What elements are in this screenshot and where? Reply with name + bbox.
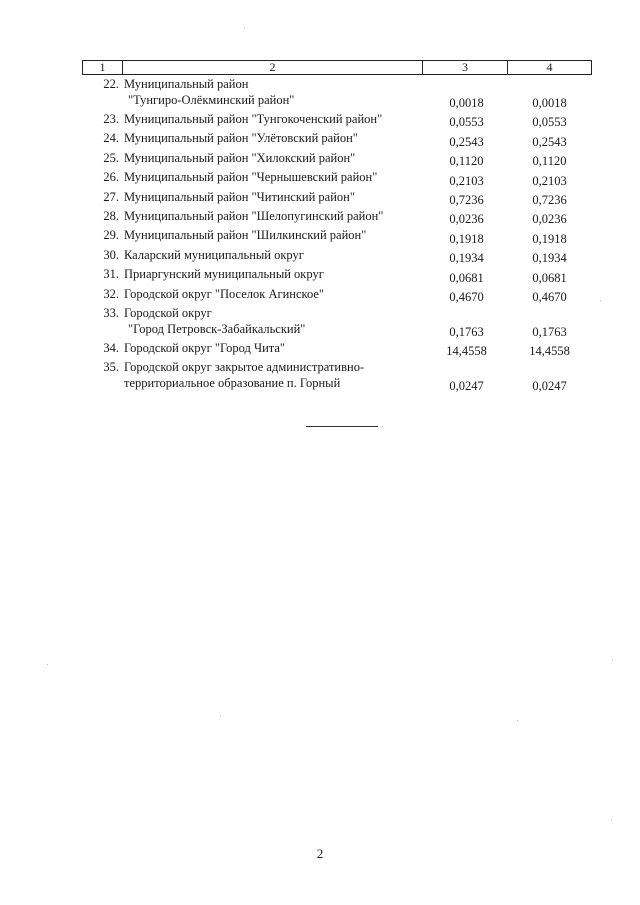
row-number: 31.: [103, 267, 119, 282]
table-row: [82, 305, 592, 340]
row-number: 33.: [103, 305, 119, 320]
name-line: Муниципальный район "Хилокский район": [124, 150, 356, 165]
table-row: [82, 359, 592, 394]
header-col-3: 3: [423, 61, 508, 74]
table-row: [82, 150, 592, 169]
value-col-3: 0,1934: [449, 251, 484, 266]
table-row: [82, 169, 592, 188]
scan-speck: [220, 715, 221, 716]
name-line: Муниципальный район: [124, 77, 249, 91]
table-row: [82, 266, 592, 285]
row-number: 24.: [103, 131, 119, 146]
value-col-3: 0,1120: [449, 154, 484, 169]
value-col-3: 0,1763: [449, 324, 484, 339]
value-col-3: 0,0018: [449, 96, 484, 110]
row-number: 29.: [103, 228, 119, 243]
scan-speck: [612, 660, 613, 661]
table-row: [82, 227, 592, 246]
name-line: Городской округ закрытое административно-: [124, 360, 365, 375]
row-number: 27.: [103, 189, 119, 204]
value-col-4: 0,1934: [532, 251, 567, 266]
municipality-name: [124, 286, 424, 302]
municipality-name: [124, 305, 424, 337]
value-col-4: 0,4670: [532, 289, 567, 304]
table-row: [82, 208, 592, 227]
table-header: [82, 60, 592, 75]
name-line: Приаргунский муниципальный округ: [124, 267, 324, 282]
value-col-4: 0,1120: [532, 154, 567, 169]
value-col-3: 14,4558: [446, 344, 487, 359]
table-row: [82, 189, 592, 208]
row-number: 30.: [103, 247, 119, 262]
name-line: Городской округ "Город Чита": [124, 340, 286, 355]
municipality-name: [124, 169, 424, 185]
name-line: территориальное образование п. Горный: [124, 376, 341, 391]
name-line: Муниципальный район "Шилкинский район": [124, 228, 367, 243]
name-line: Муниципальный район "Чернышевский район": [124, 170, 378, 185]
name-line: Муниципальный район "Шелопугинский район": [124, 208, 384, 223]
table-row: [82, 247, 592, 266]
page-number: 2: [316, 846, 324, 861]
row-number: 23.: [103, 112, 119, 126]
name-line: Городской округ: [124, 305, 212, 320]
scan-speck: [244, 28, 245, 29]
value-col-3: 0,0553: [449, 115, 484, 130]
value-col-4: 0,0018: [532, 96, 567, 110]
row-number: 32.: [103, 286, 119, 301]
municipality-name: [124, 266, 424, 282]
value-col-4: 0,1763: [532, 324, 567, 339]
row-number: 22.: [103, 77, 119, 91]
table-row: [82, 111, 592, 130]
municipality-name: [124, 111, 424, 127]
table-row: [82, 130, 592, 149]
name-line: "Тунгиро-Олёкминский район": [128, 93, 295, 107]
value-col-3: 0,0681: [449, 270, 484, 285]
municipality-name: [124, 130, 424, 146]
value-col-3: 0,4670: [449, 289, 484, 304]
header-col-1: 1: [83, 61, 123, 74]
name-line: Муниципальный район "Тунгокоченский район": [124, 112, 383, 126]
name-line: Муниципальный район "Читинский район": [124, 189, 355, 204]
row-number: 35.: [103, 360, 119, 375]
value-col-4: 0,7236: [532, 192, 567, 207]
scan-speck: [47, 664, 48, 665]
value-col-3: 0,7236: [449, 192, 484, 207]
value-col-4: 0,1918: [532, 231, 567, 246]
municipality-name: [124, 208, 424, 224]
value-col-4: 0,0236: [532, 212, 567, 227]
name-line: Муниципальный район "Улётовский район": [124, 131, 358, 146]
row-number: 26.: [103, 170, 119, 185]
name-line: "Город Петровск-Забайкальский": [128, 321, 306, 336]
value-col-4: 14,4558: [529, 344, 570, 359]
table-row: [82, 340, 592, 359]
value-col-3: 0,1918: [449, 231, 484, 246]
end-separator-line: [306, 426, 378, 427]
row-number: 34.: [103, 340, 119, 355]
value-col-3: 0,0247: [449, 379, 484, 394]
value-col-4: 0,0681: [532, 270, 567, 285]
header-col-4: 4: [546, 60, 553, 74]
name-line: Городской округ "Поселок Агинское": [124, 286, 325, 301]
municipality-name: [124, 340, 424, 356]
header-col-2: 2: [123, 61, 423, 74]
row-number: 25.: [103, 150, 119, 165]
municipality-name: [124, 247, 424, 263]
value-col-4: 0,0553: [532, 115, 567, 130]
scan-speck: [517, 720, 518, 721]
row-number: 28.: [103, 208, 119, 223]
table-row: [82, 286, 592, 305]
value-col-3: 0,2103: [449, 173, 484, 188]
scan-speck: [600, 300, 601, 301]
value-col-4: 0,2543: [532, 134, 567, 149]
table-body: [82, 76, 592, 394]
scan-speck: [611, 820, 612, 821]
municipality-name: [124, 227, 424, 243]
value-col-3: 0,0236: [449, 212, 484, 227]
name-line: Каларский муниципальный округ: [124, 247, 304, 262]
value-col-3: 0,2543: [449, 134, 484, 149]
value-col-4: 0,2103: [532, 173, 567, 188]
municipality-name: [124, 150, 424, 166]
municipality-name: [124, 189, 424, 205]
municipality-name: [124, 359, 424, 391]
municipality-name: [124, 76, 424, 108]
value-col-4: 0,0247: [532, 379, 567, 394]
table-row: [82, 76, 592, 111]
